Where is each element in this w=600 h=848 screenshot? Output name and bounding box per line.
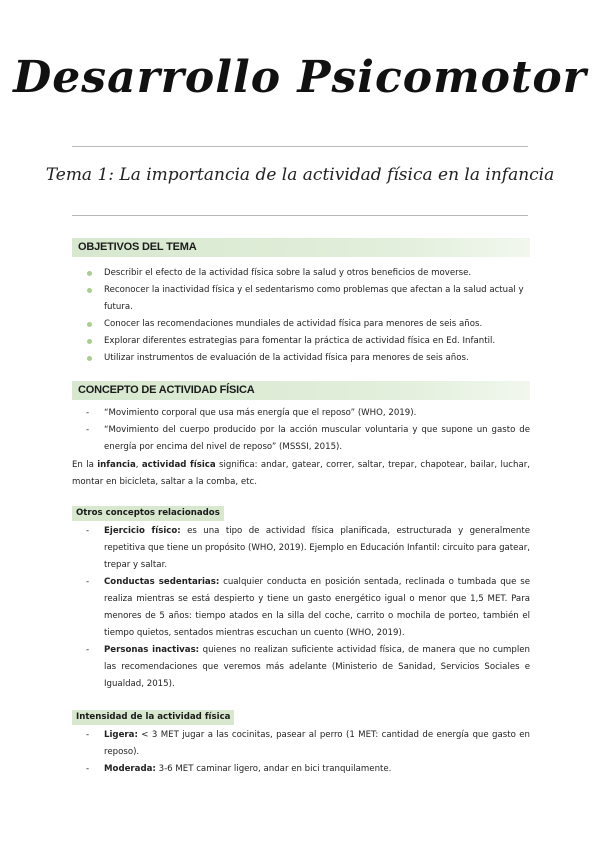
concept-term: Ejercicio físico: [104, 526, 181, 536]
definition-text: “Movimiento del cuerpo producido por la acción muscular voluntaria y que supone un gasto de energía por encima del nivel de reposo” (MSSSI, 2015). [104, 425, 530, 452]
list-item-text: Utilizar instrumentos de evaluación de la actividad física para menores de seis años. [104, 353, 469, 363]
concept-text: quienes no realizan suficiente actividad física, de manera que no cumplen las recomendaciones que veremos más adelante (Ministerio de Sanidad, Servicios Sociales e Igualdad, 2015). [104, 645, 530, 689]
intensidad-list [86, 727, 530, 778]
concept-item [86, 523, 530, 574]
intensity-term: Ligera: [104, 730, 138, 740]
intensity-term: Moderada: [104, 764, 156, 774]
list-item [86, 316, 530, 333]
list-item [86, 350, 530, 367]
paragraph-bold-infancia: infancia [97, 460, 136, 470]
list-item-text: Conocer las recomendaciones mundiales de actividad física para menores de seis años. [104, 319, 483, 329]
concept-item [86, 642, 530, 693]
bullet-dot-icon [87, 339, 92, 344]
dash-marker: - [86, 577, 90, 587]
title-divider-bottom [72, 215, 528, 216]
concepto-paragraph [72, 457, 530, 491]
document-title: Desarrollo Psicomotor [13, 52, 587, 103]
objetivos-list [86, 265, 530, 367]
dash-marker: - [86, 408, 90, 418]
dash-marker: - [86, 730, 90, 740]
concept-term: Personas inactivas: [104, 645, 200, 655]
intensity-text: 3-6 MET caminar ligero, andar en bici tranquilamente. [155, 764, 392, 774]
list-item-text: Explorar diferentes estrategias para fomentar la práctica de actividad física en Ed. Infantil. [104, 336, 496, 346]
subheading-otros-conceptos: Otros conceptos relacionados [72, 506, 224, 521]
definition-item [86, 422, 530, 456]
definitions-list [86, 405, 530, 456]
dash-marker: - [86, 425, 90, 435]
bullet-dot-icon [87, 356, 92, 361]
otros-conceptos-list [86, 523, 530, 693]
dash-marker: - [86, 764, 90, 774]
list-item [86, 333, 530, 350]
intensity-item [86, 761, 530, 778]
dash-marker: - [86, 526, 90, 536]
list-item [86, 282, 530, 316]
topic-subtitle: Tema 1: La importancia de la actividad física en la infancia [45, 165, 555, 185]
concept-term: Conductas sedentarias: [104, 577, 220, 587]
bullet-dot-icon [87, 271, 92, 276]
title-divider-top [72, 146, 528, 147]
list-item-text: Describir el efecto de la actividad física sobre la salud y otros beneficios de moverse. [104, 268, 472, 278]
section-heading-objetivos: OBJETIVOS DEL TEMA [72, 238, 530, 257]
paragraph-text: En la [72, 460, 98, 470]
bullet-dot-icon [87, 322, 92, 327]
concept-text: cualquier conducta en posición sentada, reclinada o tumbada que se realiza mientras se está despierto y tiene un gasto energético igual o menor que 1,5 MET. Para menores de 5 años: tiempo atados en la silla del coche, carrito o mochila de porteo, también el tiempo quietos, sentados mientras escuchan un cuento (WHO, 2019). [104, 577, 530, 638]
definition-text: “Movimiento corporal que usa más energía que el reposo” (WHO, 2019). [104, 408, 417, 418]
list-item-text: Reconocer la inactividad física y el sedentarismo como problemas que afectan a la salud actual y futura. [104, 285, 524, 312]
subheading-intensidad: Intensidad de la actividad física [72, 710, 234, 725]
definition-item [86, 405, 530, 422]
concept-item [86, 574, 530, 642]
intensity-text: < 3 MET jugar a las cocinitas, pasear al perro (1 MET: cantidad de energía que gasto en reposo). [104, 730, 530, 757]
section-heading-concepto: CONCEPTO DE ACTIVIDAD FÍSICA [72, 381, 530, 400]
paragraph-bold-actividad: actividad física [141, 460, 216, 470]
concept-text: es una tipo de actividad física planificada, estructurada y generalmente repetitiva que tiene un propósito (WHO, 2019). Ejemplo en Educación Infantil: circuito para gatear, trepar y saltar. [104, 526, 531, 570]
paragraph-text: , [135, 460, 142, 470]
paragraph-text: significa: andar, gatear, correr, saltar, trepar, chapotear, bailar, luchar, montar en bicicleta, saltar a la comba, etc. [72, 460, 530, 487]
dash-marker: - [86, 645, 90, 655]
bullet-dot-icon [87, 288, 92, 293]
intensity-item [86, 727, 530, 761]
list-item [86, 265, 530, 282]
